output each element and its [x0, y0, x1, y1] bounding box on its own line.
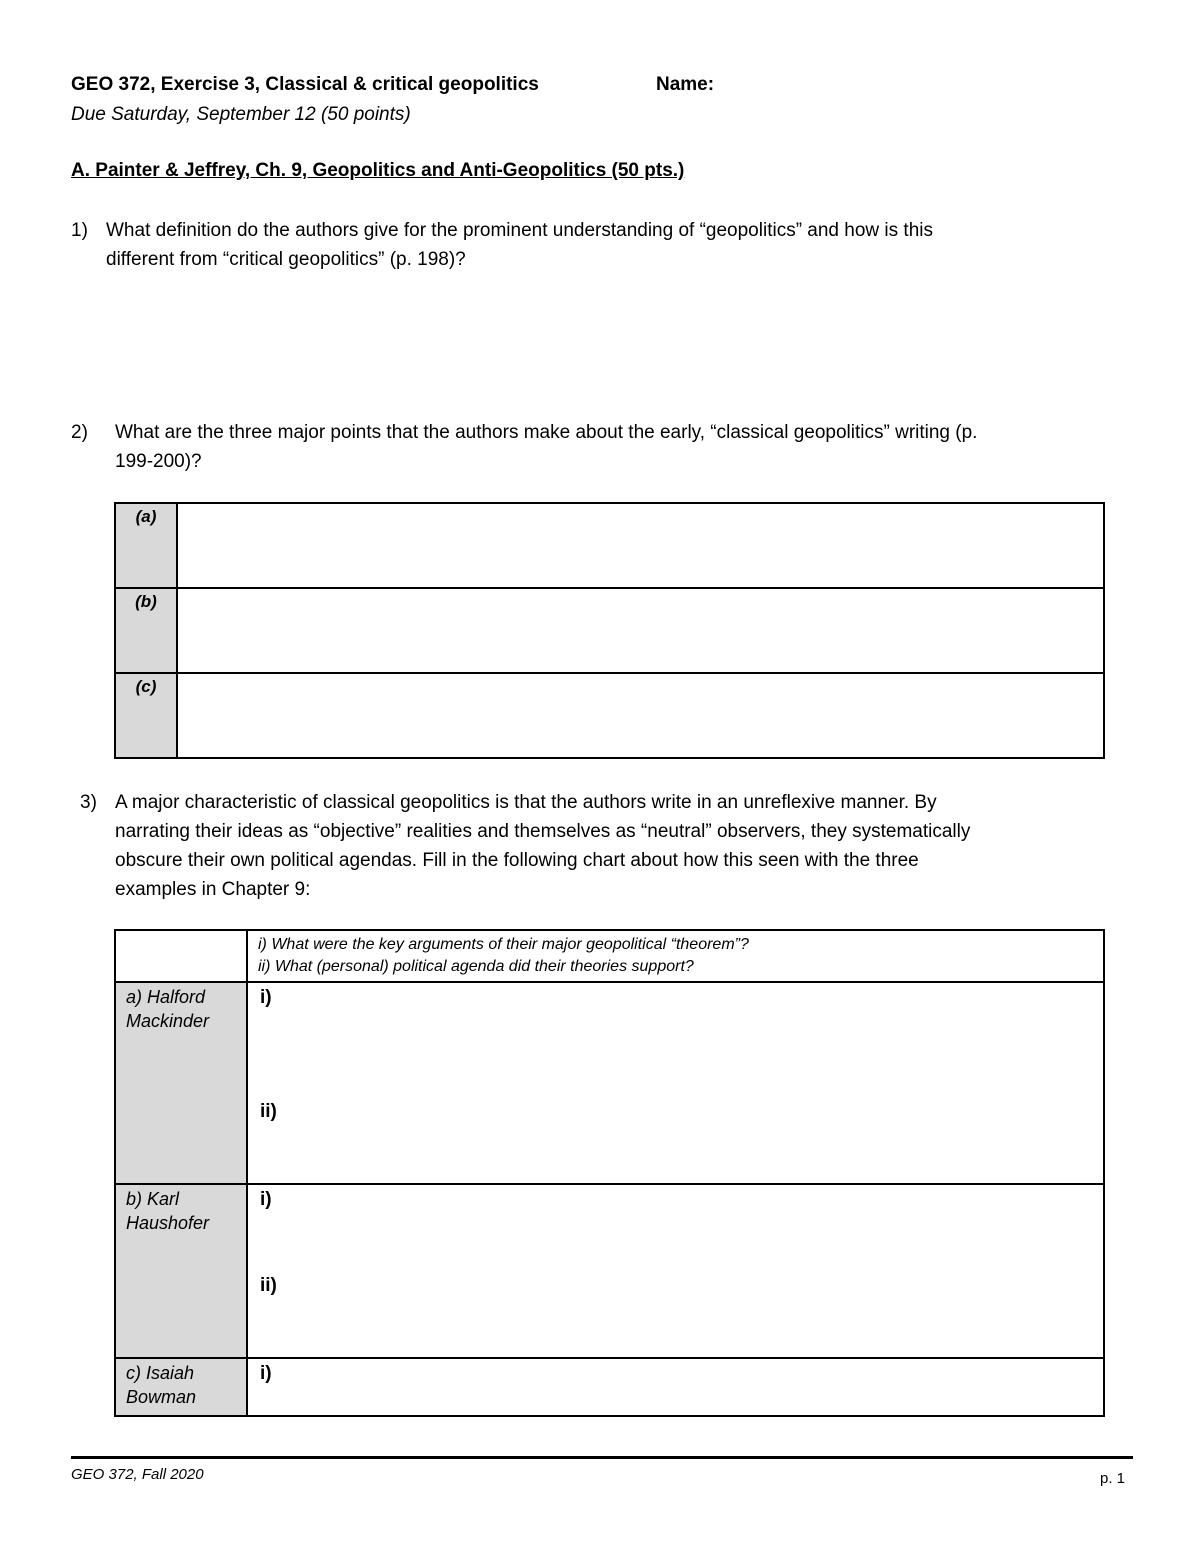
person-bowman-line-1: c) Isaiah — [126, 1363, 195, 1383]
question-3-chart — [114, 929, 1105, 1417]
row-label-a: (a) — [115, 503, 177, 588]
question-1 — [71, 216, 1133, 274]
question-3 — [80, 788, 1133, 904]
document-title: GEO 372, Exercise 3, Classical & critical geopolitics — [71, 74, 539, 95]
person-haushofer-line-2: Haushofer — [126, 1213, 210, 1233]
person-mackinder — [115, 982, 247, 1184]
answer-cell-a[interactable] — [177, 503, 1104, 588]
question-3-line-2: narrating their ideas as “objective” realities and themselves as “neutral” observers, they systematically — [115, 821, 971, 842]
question-2 — [71, 418, 1133, 476]
question-3-line-4: examples in Chapter 9: — [115, 879, 311, 900]
column-header-line-1: i) What were the key arguments of their major geopolitical “theorem”? — [258, 936, 749, 953]
table-row — [115, 503, 1104, 588]
person-haushofer — [115, 1184, 247, 1358]
sub-label-i: i) — [260, 987, 272, 1008]
question-1-line-1: What definition do the authors give for the prominent understanding of “geopolitics” and how is this — [106, 220, 933, 241]
row-label-b: (b) — [115, 588, 177, 673]
row-label-c: (c) — [115, 673, 177, 758]
sub-label-ii: ii) — [260, 1101, 277, 1122]
answer-cell-b[interactable] — [177, 588, 1104, 673]
question-3-line-1: A major characteristic of classical geopolitics is that the authors write in an unreflexive manner. By — [115, 792, 937, 813]
person-haushofer-line-1: b) Karl — [126, 1189, 180, 1209]
question-2-number: 2) — [71, 422, 88, 443]
sub-label-i: i) — [260, 1189, 272, 1210]
answer-cell-haushofer[interactable] — [247, 1184, 1104, 1358]
question-3-line-3: obscure their own political agendas. Fill in the following chart about how this seen with the three — [115, 850, 919, 871]
question-1-line-2: different from “critical geopolitics” (p. 198)? — [106, 249, 466, 270]
column-header-line-2: ii) What (personal) political agenda did their theories support? — [258, 958, 694, 975]
question-2-table — [114, 502, 1105, 759]
person-mackinder-line-1: a) Halford — [126, 987, 206, 1007]
footer-course: GEO 372, Fall 2020 — [71, 1466, 204, 1483]
question-1-text — [106, 216, 933, 274]
person-bowman — [115, 1358, 247, 1416]
table-row — [115, 673, 1104, 758]
table-header-row — [115, 930, 1104, 982]
question-3-number: 3) — [80, 792, 97, 813]
table-row — [115, 1358, 1104, 1416]
table-row — [115, 1184, 1104, 1358]
footer-divider — [71, 1456, 1133, 1459]
footer-page-number: p. 1 — [1100, 1470, 1126, 1487]
table-row — [115, 982, 1104, 1184]
answer-cell-bowman[interactable] — [247, 1358, 1104, 1416]
column-header — [247, 930, 1104, 982]
question-2-line-1: What are the three major points that the authors make about the early, “classical geopolitics” writing (p. — [115, 422, 978, 443]
answer-cell-mackinder[interactable] — [247, 982, 1104, 1184]
sub-label-ii: ii) — [260, 1275, 277, 1296]
person-bowman-line-2: Bowman — [126, 1387, 197, 1407]
question-2-text — [115, 418, 977, 476]
person-mackinder-line-2: Mackinder — [126, 1011, 210, 1031]
question-2-line-2: 199-200)? — [115, 451, 202, 472]
question-3-text — [115, 788, 970, 904]
table-row — [115, 588, 1104, 673]
section-a-heading: A. Painter & Jeffrey, Ch. 9, Geopolitics and Anti-Geopolitics (50 pts.) — [71, 160, 685, 181]
answer-cell-c[interactable] — [177, 673, 1104, 758]
sub-label-i: i) — [260, 1363, 272, 1384]
due-date: Due Saturday, September 12 (50 points) — [71, 104, 411, 125]
header-corner-cell — [115, 930, 247, 982]
name-label: Name: — [656, 74, 715, 95]
question-1-number: 1) — [71, 220, 88, 241]
